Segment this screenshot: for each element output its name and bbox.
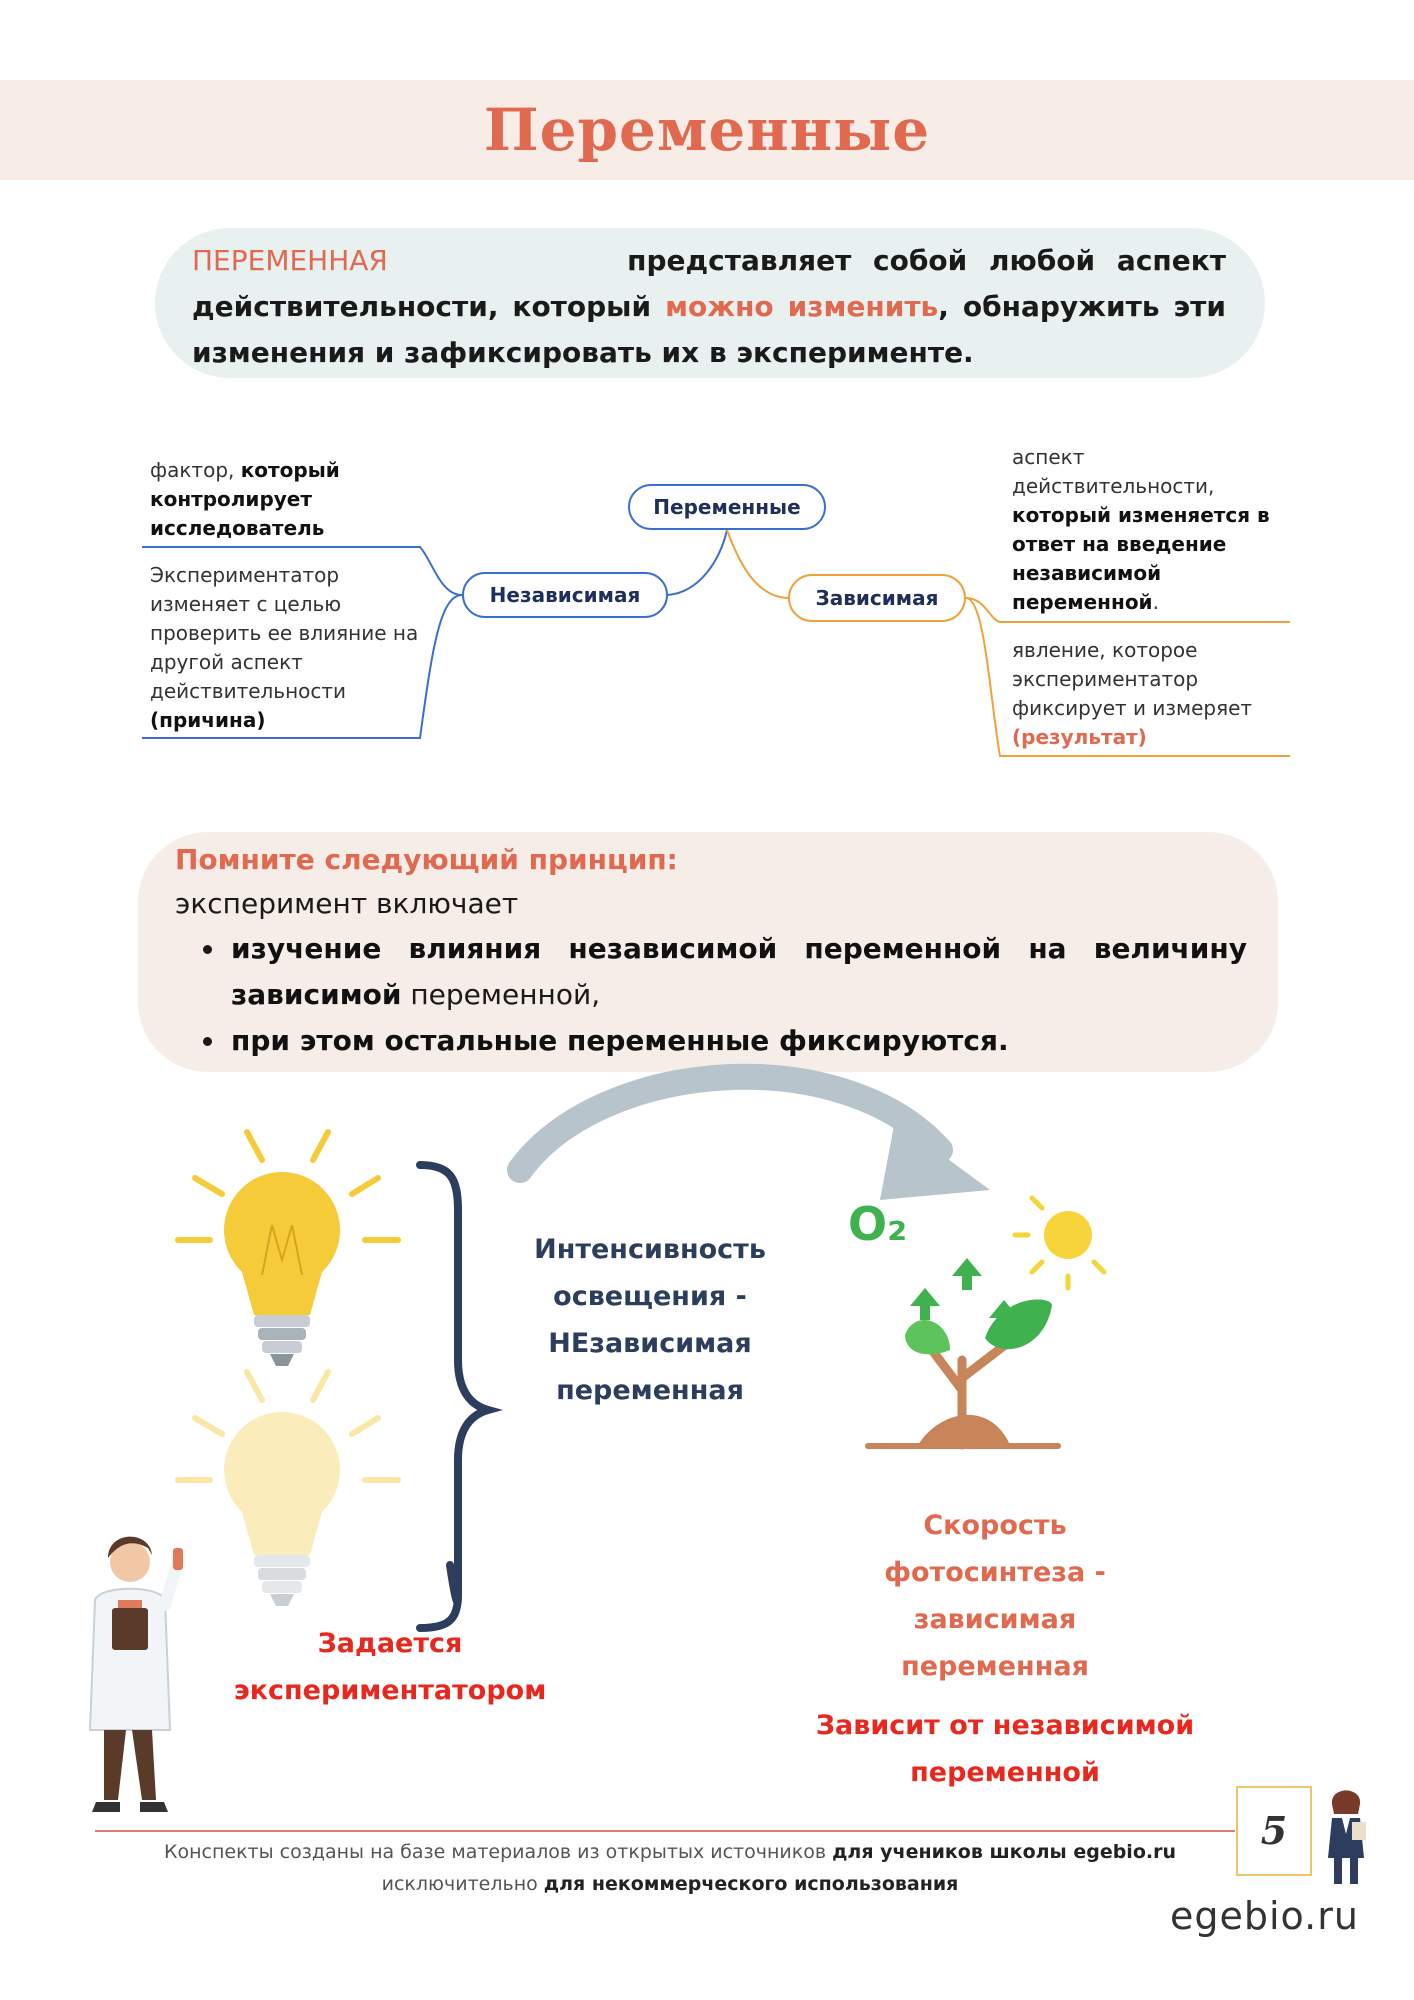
mindmap-dependent-node: Зависимая	[788, 574, 966, 622]
site-link[interactable]: egebio.ru	[1170, 1894, 1359, 1938]
set-by-experimenter-label: Задается экспериментатором	[233, 1628, 547, 1706]
definition-text-2: , обнаружить эти изменения и зафиксировать их в эксперименте.	[192, 290, 1226, 369]
definition-term: ПЕРЕМЕННАЯ	[192, 244, 388, 277]
lightbulb-bright-icon	[178, 1132, 398, 1366]
plant-icon	[868, 1300, 1058, 1446]
definition-highlight: можно изменить	[665, 290, 939, 323]
depends-on-label: Зависит от независимой переменной	[815, 1710, 1195, 1788]
footer-line-2: исключительно для некоммерческого использования	[381, 1873, 959, 1895]
footer-divider	[95, 1830, 1235, 1832]
footer-line-1: Конспекты созданы на базе материалов из открытых источников для учеников школы egebio.ru	[163, 1841, 1176, 1863]
definition-text-1: представляет собой любой аспект действительности, который	[192, 244, 1226, 323]
principle-list	[175, 926, 1247, 1064]
curly-brace-icon	[420, 1165, 488, 1628]
footer-text	[100, 1836, 1240, 1900]
sun-icon	[1015, 1198, 1104, 1288]
bullet-icon	[203, 1037, 212, 1046]
dependent-note-1: аспект действительности, который изменяется в ответ на введение независимой переменной.	[1012, 445, 1270, 614]
o2-label: O₂	[848, 1197, 908, 1251]
mindmap-root-node: Переменные	[628, 484, 826, 530]
dependent-note-2: явление, которое экспериментатор фиксирует и измеряет (результат)	[1012, 638, 1253, 749]
scientist-icon	[90, 1537, 183, 1812]
curved-arrow-icon	[520, 1077, 990, 1200]
independent-variable-label: Интенсивность освещения - НЕзависимая переменная	[534, 1234, 766, 1406]
principle-item-1: изучение влияния независимой переменной на величину зависимой переменной,	[175, 926, 1247, 1018]
principle-intro: эксперимент включает	[175, 887, 519, 920]
principle-title: Помните следующий принцип:	[175, 843, 678, 876]
page-title: Переменные	[483, 96, 931, 164]
page-number: 5	[1260, 1808, 1288, 1853]
lightbulb-dim-icon	[178, 1372, 398, 1606]
teacher-icon	[1318, 1784, 1374, 1888]
dependent-variable-label: Скорость фотосинтеза - зависимая переменная	[884, 1510, 1106, 1682]
bullet-icon	[203, 945, 212, 954]
mindmap-independent-node: Независимая	[462, 572, 668, 618]
independent-note-1: фактор, который контролирует исследователь	[150, 458, 340, 540]
independent-note-2: Экспериментатор изменяет с целью проверить ее влияние на другой аспект действительности (причина)	[150, 563, 419, 732]
principle-item-2: при этом остальные переменные фиксируются.	[175, 1018, 1247, 1064]
